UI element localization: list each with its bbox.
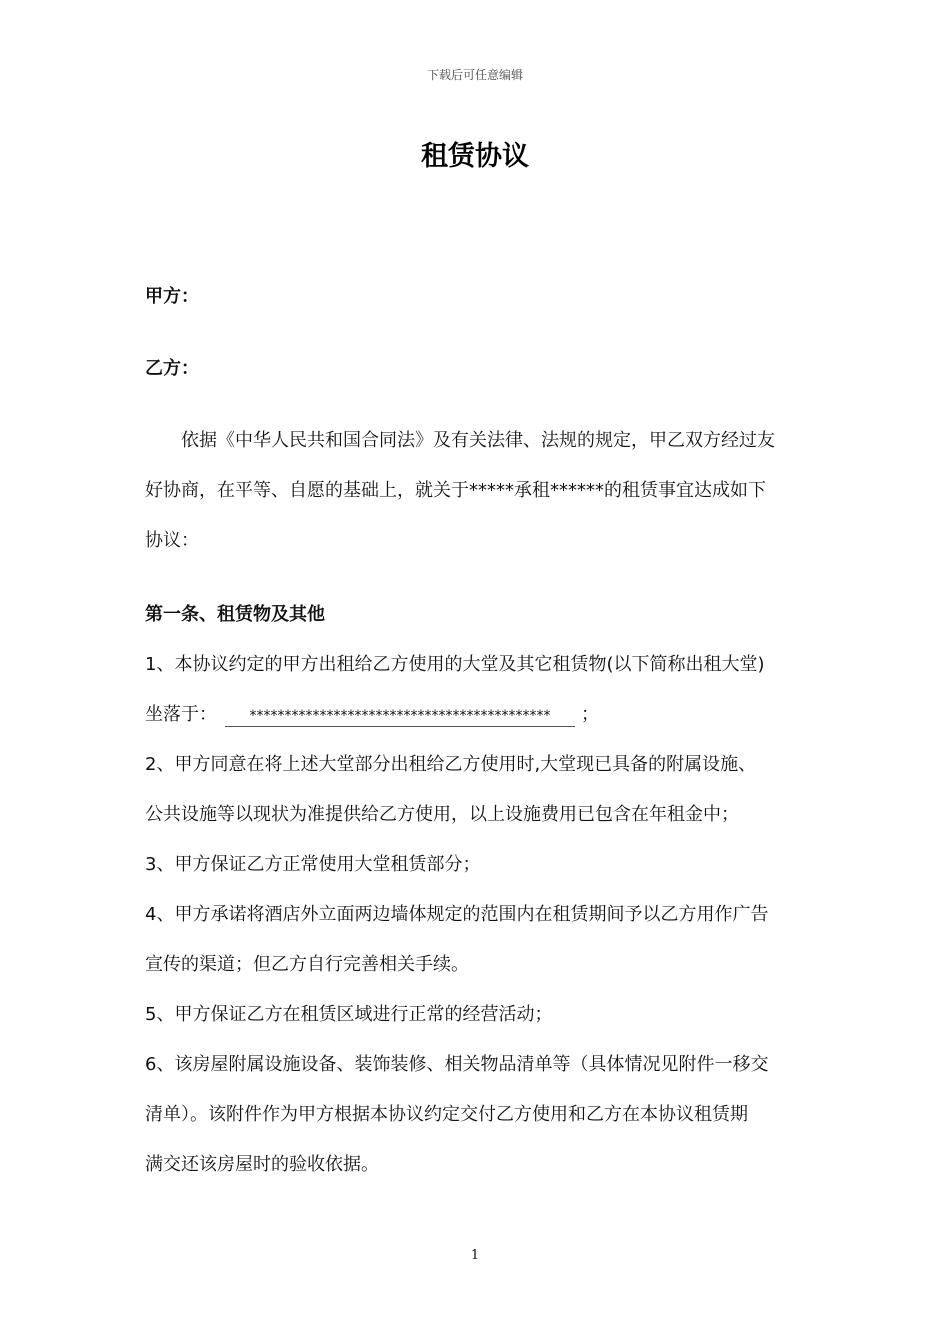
article-1-item-3: 3、甲方保证乙方正常使用大堂租赁部分； bbox=[145, 854, 481, 875]
article-1-item-6-line-1: 6、该房屋附属设施设备、装饰装修、相关物品清单等（具体情况见附件一移交 bbox=[145, 1054, 769, 1075]
preamble-line-3: 协议： bbox=[145, 530, 199, 551]
page-number: 1 bbox=[470, 1248, 480, 1263]
article-1-item-2-line-1: 2、甲方同意在将上述大堂部分出租给乙方使用时,大堂现已具备的附属设施、 bbox=[145, 754, 757, 775]
preamble-line-2: 好协商，在平等、自愿的基础上，就关于*****承租******的租赁事宜达成如下 bbox=[145, 480, 766, 501]
article-1-item-4-line-1: 4、甲方承诺将酒店外立面两边墙体规定的范围内在租赁期间予以乙方用作广告 bbox=[145, 904, 769, 925]
party-b-label: 乙方： bbox=[145, 358, 199, 379]
location-address-field: ******************************************* bbox=[225, 706, 575, 727]
article-1-item-2-line-2: 公共设施等以现状为准提供给乙方使用，以上设施费用已包含在年租金中； bbox=[145, 804, 739, 825]
article-1-item-6-line-2: 清单）。该附件作为甲方根据本协议约定交付乙方使用和乙方在本协议租赁期 bbox=[145, 1104, 748, 1125]
article-1-item-6-line-3: 满交还该房屋时的验收依据。 bbox=[145, 1154, 379, 1175]
article-1-item-4-line-2: 宣传的渠道；但乙方自行完善相关手续。 bbox=[145, 954, 469, 975]
location-suffix: ； bbox=[581, 704, 599, 725]
article-1-heading: 第一条、租赁物及其他 bbox=[145, 604, 325, 625]
party-a-label: 甲方： bbox=[145, 286, 199, 307]
header-note: 下载后可任意编辑 bbox=[426, 68, 523, 82]
article-1-item-1-line-1: 1、本协议约定的甲方出租给乙方使用的大堂及其它租赁物(以下简称出租大堂) bbox=[145, 654, 765, 675]
location-label: 坐落于： bbox=[145, 704, 217, 725]
article-1-item-1-line-2 bbox=[145, 702, 815, 728]
preamble-line-1: 依据《中华人民共和国合同法》及有关法律、法规的规定，甲乙双方经过友 bbox=[145, 430, 775, 451]
document-title: 租赁协议 bbox=[421, 141, 529, 172]
article-1-item-5: 5、甲方保证乙方在租赁区域进行正常的经营活动； bbox=[145, 1004, 553, 1025]
